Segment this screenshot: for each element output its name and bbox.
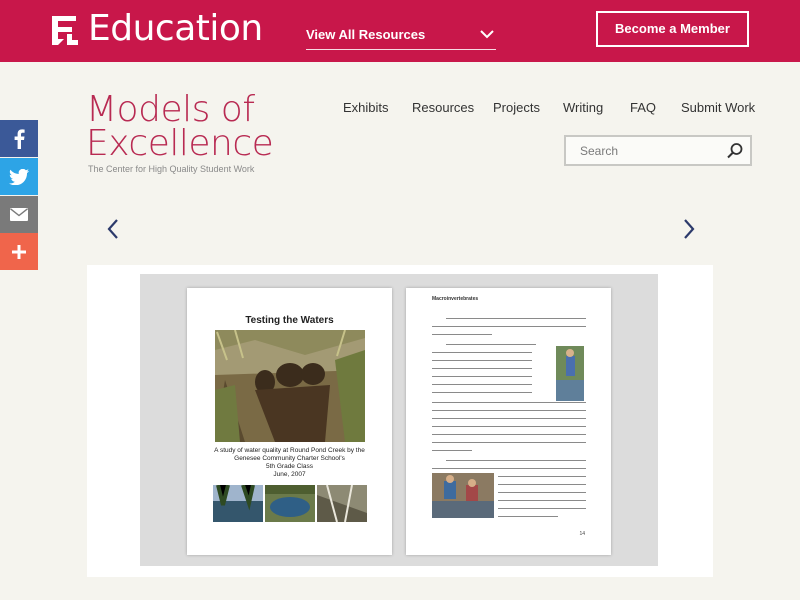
gallery-slide[interactable] (87, 265, 713, 577)
cover-caption-line1: A study of water quality at Round Pond Creek by the (214, 447, 365, 454)
nav-faq[interactable]: FAQ (630, 100, 657, 115)
cover-caption-line2: Genesee Community Charter School's (234, 455, 345, 462)
view-all-resources-label: View All Resources (306, 27, 426, 42)
nav-submit-work[interactable]: Submit Work (681, 100, 756, 115)
more-share-button[interactable] (0, 233, 38, 270)
carousel-next-arrow-icon[interactable] (678, 218, 698, 240)
search-input[interactable] (564, 135, 752, 166)
student-in-creek-photo (556, 346, 584, 401)
nav-projects[interactable]: Projects (493, 100, 540, 115)
plus-icon (12, 245, 26, 259)
site-title-line2: Excellence (86, 123, 274, 164)
creek-shadows-photo (215, 330, 365, 442)
top-bar (0, 0, 800, 62)
email-icon (10, 208, 28, 221)
pond-photo-1 (213, 485, 263, 522)
cover-caption-line3: 5th Grade Class (266, 463, 313, 470)
site-logo-title[interactable] (86, 89, 274, 164)
view-all-resources-dropdown[interactable] (306, 22, 496, 50)
pond-photo-2 (265, 485, 315, 522)
cover-title: Testing the Waters (245, 315, 334, 326)
search-icon[interactable] (726, 142, 744, 160)
email-share-button[interactable] (0, 196, 38, 233)
facebook-share-button[interactable] (0, 120, 38, 157)
nav-writing[interactable]: Writing (563, 100, 604, 115)
twitter-share-button[interactable] (0, 158, 38, 195)
carousel-prev-arrow-icon[interactable] (104, 218, 124, 240)
brand-wordmark[interactable]: Education (88, 8, 263, 49)
twitter-icon (9, 169, 29, 185)
site-subtitle: The Center for High Quality Student Work (88, 164, 255, 174)
chevron-down-icon (480, 29, 494, 39)
pond-photo-3 (317, 485, 367, 522)
cover-caption-line4: June, 2007 (273, 471, 306, 478)
site-title-line1: Models of (86, 89, 255, 130)
document-spread (140, 274, 658, 566)
cover-caption (195, 447, 384, 479)
el-logo-icon[interactable] (50, 14, 80, 46)
search-placeholder: Search (580, 144, 619, 158)
nav-resources[interactable]: Resources (412, 100, 475, 115)
text-page-heading: Macroinvertebrates (432, 296, 479, 302)
become-member-button[interactable]: Become a Member (596, 11, 749, 47)
document-page-cover (187, 288, 392, 555)
students-sampling-photo (432, 473, 494, 518)
document-page-text (406, 288, 611, 555)
facebook-icon (13, 129, 25, 149)
page-number: 14 (579, 531, 585, 537)
nav-exhibits[interactable]: Exhibits (343, 100, 389, 115)
